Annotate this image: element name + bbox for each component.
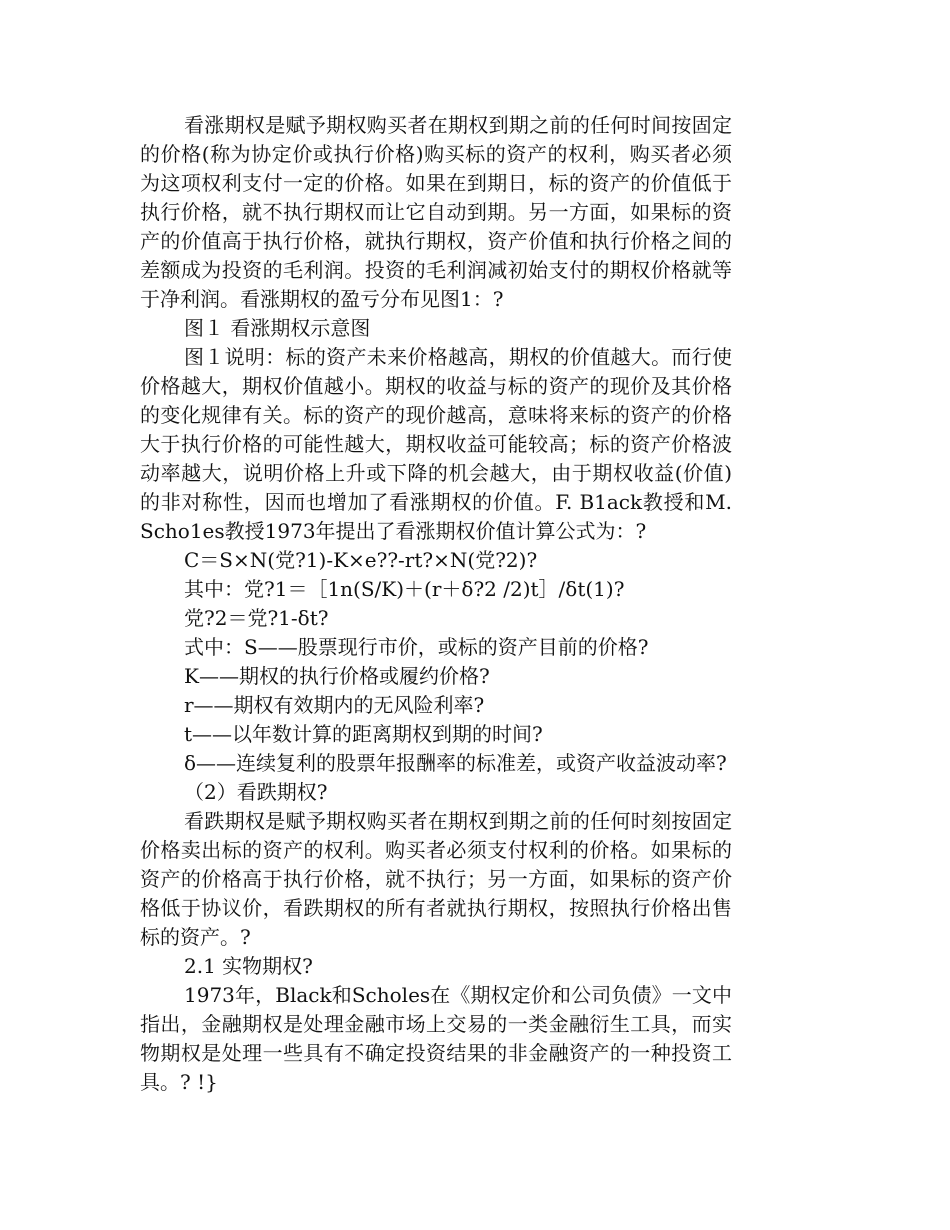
definition-r: r——期权有效期内的无风险利率?: [184, 693, 485, 717]
section-heading-put-option: （2）看跌期权?: [184, 780, 328, 804]
paragraph-put-option-definition: 看跌期权是赋予期权购买者在期权到期之前的任何时刻按固定价格卖出标的资产的权利。购买者必须支付权利的价格。如果标的资产的价格高于执行价格，就不执行；另一方面，如果标的资产价格低于协议价，看跌期权的所有者就执行期权，按照执行价格出售标的资产。?: [140, 809, 732, 949]
definition-delta: δ——连续复利的股票年报酬率的标准差，或资产收益波动率?: [184, 751, 727, 775]
document-body: [140, 111, 732, 1097]
formula-d2: 党?2＝党?1-δt?: [184, 606, 329, 630]
definition-s: 式中：S——股票现行市价，或标的资产目前的价格?: [184, 635, 649, 659]
formula-call-value: C＝S×N(党?1)-K×e??-rt?×N(党?2)?: [184, 548, 538, 572]
paragraph-real-options: 1973年，Black和Scholes在《期权定价和公司负债》一文中指出，金融期权是处理金融市场上交易的一类金融衍生工具，而实物期权是处理一些具有不确定投资结果的非金融资产的一种投资工具。? !}: [140, 983, 732, 1094]
formula-d1: 其中：党?1＝［1n(S/K)＋(r＋δ?2 /2)t］/δt(1)?: [184, 577, 625, 601]
figure-caption: 图１ 看涨期权示意图: [184, 316, 371, 340]
paragraph-call-option-definition: 看涨期权是赋予期权购买者在期权到期之前的任何时间按固定的价格(称为协定价或执行价格)购买标的资产的权利，购买者必须为这项权利支付一定的价格。如果在到期日，标的资产的价值低于执行价格，就不执行期权而让它自动到期。另一方面，如果标的资产的价值高于执行价格，就执行期权，资产价值和执行价格之间的差额成为投资的毛利润。投资的毛利润减初始支付的期权价格就等于净利润。看涨期权的盈亏分布见图1：?: [140, 113, 732, 311]
paragraph-figure-explanation: 图１说明：标的资产未来价格越高，期权的价值越大。而行使价格越大，期权价值越小。期权的收益与标的资产的现价及其价格的变化规律有关。标的资产的现价越高，意味将来标的资产的价格大于执行价格的可能性越大，期权收益可能较高；标的资产价格波动率越大，说明价格上升或下降的机会越大，由于期权收益(价值)的非对称性，因而也增加了看涨期权的价值。F. B1ack教授和M. Scho1es教授1973年提出了看涨期权价值计算公式为：?: [140, 345, 732, 543]
section-heading-real-options: 2.1 实物期权?: [184, 954, 313, 978]
definition-k: K——期权的执行价格或履约价格?: [184, 664, 490, 688]
definition-t: t——以年数计算的距离期权到期的时间?: [184, 722, 543, 746]
